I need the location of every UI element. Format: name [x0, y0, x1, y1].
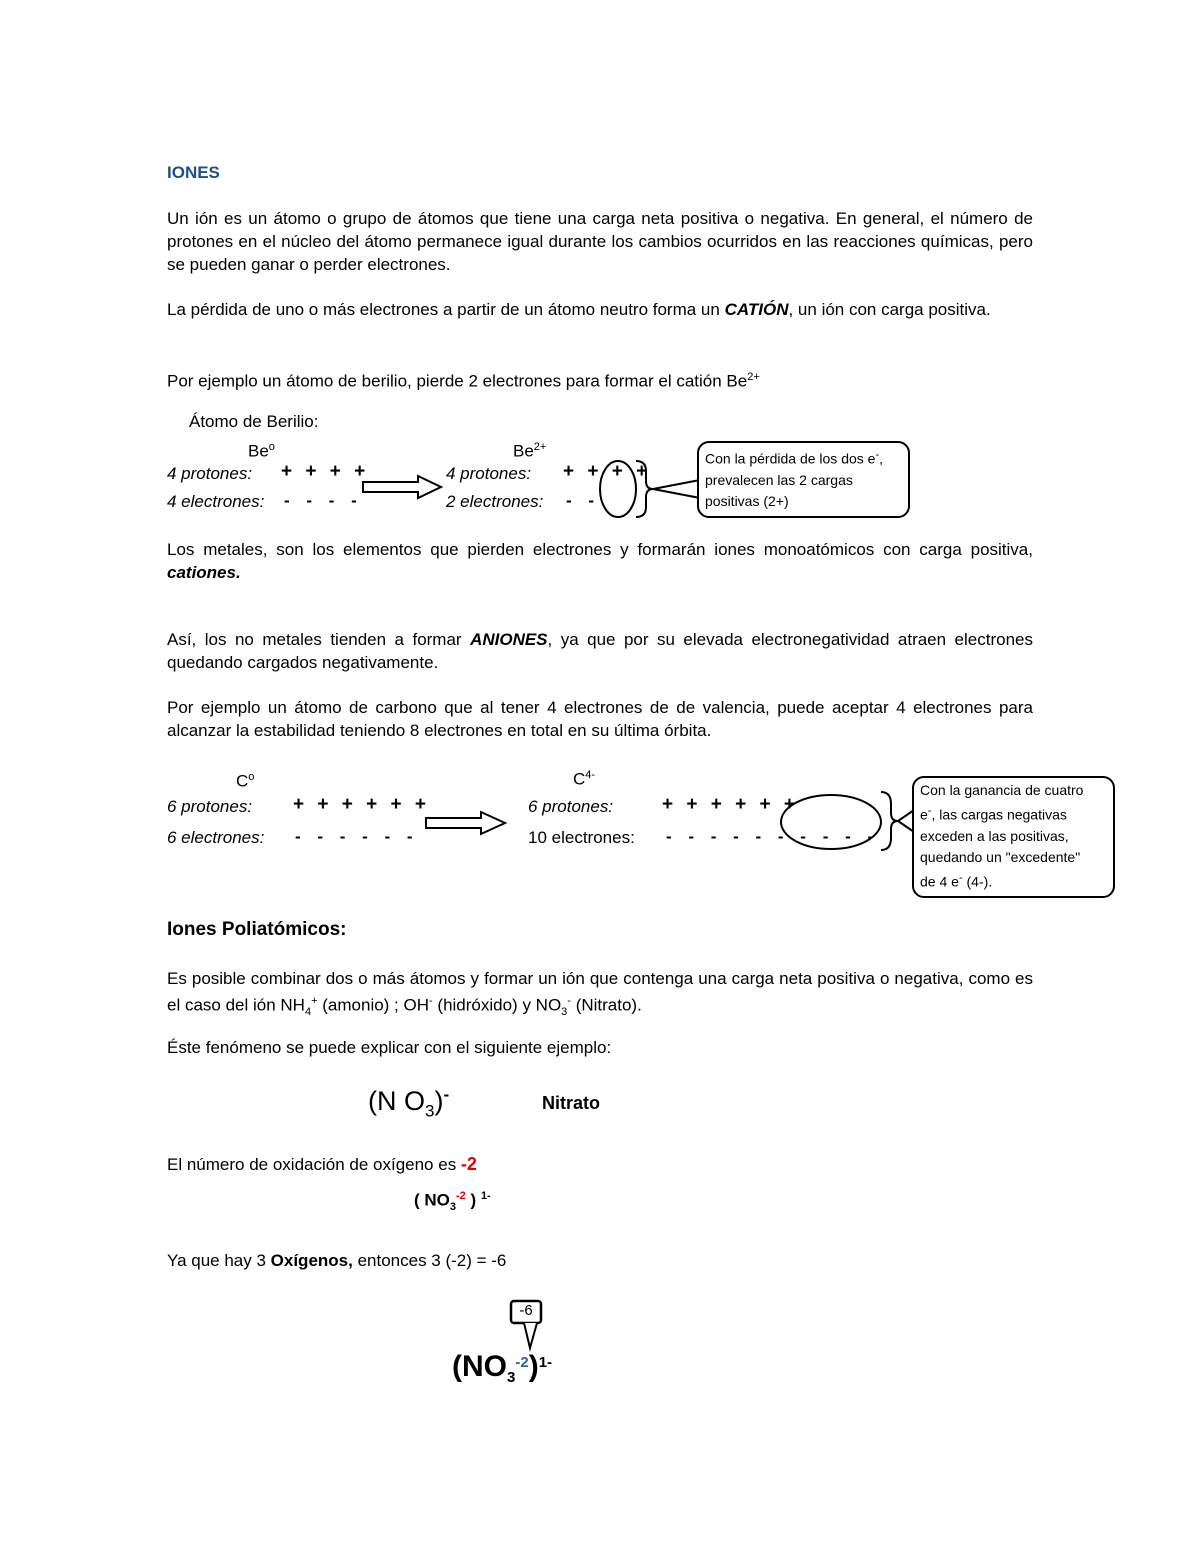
reaction-arrow-icon — [363, 476, 441, 498]
c-left-electrons: - - - - - - — [295, 827, 419, 846]
poliatomicos-paragraph: Es posible combinar dos o más átomos y formar un ión que contenga una carga neta positiva o negativa, como es el caso del ión $NH_4^+$ (amonio) ; OH- (hidróxido) y $NO_3^-$ (Nitrato). — [167, 969, 1033, 1019]
final-formula: $(NO_3^{-2})^{1-}$ — [452, 1350, 553, 1386]
berilio-callout: Con la pérdida de los dos e-, prevalecen las 2 cargas positivas (2+) — [697, 441, 910, 518]
c-right-electrons-label: 10 electrones: — [528, 828, 635, 847]
be-neutral-symbol: Be$^o$ — [248, 441, 275, 461]
aniones-paragraph: Así, los no metales tienden a formar ANIONES, ya que por su elevada electronegatividad atraen electrones quedando cargados negativamente. — [167, 630, 1033, 672]
page-title: IONES — [167, 163, 220, 182]
metales-paragraph: Los metales, son los elementos que pierden electrones y formarán iones monoatómicos con carga positiva, cationes. — [167, 540, 1033, 582]
cation-paragraph: La pérdida de uno o más electrones a partir de un átomo neutro forma un CATIÓN, un ión con carga positiva. — [167, 300, 991, 319]
brace-icon — [636, 461, 653, 517]
cation-term: CATIÓN — [724, 300, 789, 319]
berilio-label: Átomo de Berilio: — [189, 412, 319, 431]
aniones-term: ANIONES — [470, 630, 548, 649]
oxigenos-text: Ya que hay 3 Oxígenos, entonces 3 (-2) = -6 — [167, 1251, 507, 1270]
gained-electrons-ellipse — [781, 795, 881, 849]
be-left-protons: + + + + — [281, 461, 370, 482]
ejemplo-paragraph: Éste fenómeno se puede explicar con el siguiente ejemplo: — [167, 1038, 612, 1057]
section-heading-poliatomicos: Iones Poliatómicos: — [167, 919, 347, 940]
minus-six-value: -6 — [519, 1302, 533, 1319]
be-left-protons-label: 4 protones: — [167, 464, 253, 483]
carbono-paragraph: Por ejemplo un átomo de carbono que al tener 4 electrones de de valencia, puede aceptar 4 electrones para alcanzar la estabilidad teniendo 8 electrones en total en su última órbita. — [167, 698, 1033, 740]
be-cation-symbol: $Be^{2+}$ — [513, 441, 547, 461]
c-left-protons: + + + + + + — [293, 794, 430, 815]
callout-pointer — [524, 1323, 537, 1348]
oxidacion-formula: ( $NO_3^{-2}$ ) $^{1-}$ — [414, 1190, 491, 1214]
brace-icon — [881, 792, 898, 850]
carbono-callout: Con la ganancia de cuatro e-, las cargas negativas exceden a las positivas, quedando un "excedente" de 4 e- (4-). — [912, 776, 1115, 898]
nitrato-formula: (N $O_3)^-$ — [368, 1085, 450, 1121]
intro-paragraph: Un ión es un átomo o grupo de átomos que tiene una carga neta positiva o negativa. En general, el número de protones en el núcleo del átomo permanece igual durante los cambios ocurridos en las reacciones químicas, pero se pueden ganar o perder electrones. — [167, 209, 1033, 274]
reaction-arrow-icon — [426, 812, 505, 834]
be-right-protons-label: 4 protones: — [446, 464, 532, 483]
oxidacion-text: El número de oxidación de oxígeno es -2 — [167, 1154, 477, 1174]
c-neutral-symbol: $C^o$ — [236, 771, 255, 791]
be-left-electrons: - - - - — [284, 491, 363, 510]
final-callout-shapes — [0, 1290, 1200, 1370]
be-right-electrons-label: 2 electrones: — [446, 492, 544, 511]
c-right-protons-label: 6 protones: — [528, 797, 614, 816]
c-right-electrons: - - - - - - - - - - — [666, 827, 880, 846]
be-right-electrons: - - — [566, 491, 601, 510]
be-left-electrons-label: 4 electrones: — [167, 492, 265, 511]
cationes-term: cationes. — [167, 563, 241, 582]
c-anion-symbol: $C^{4-}$ — [573, 769, 596, 789]
nitrato-label: Nitrato — [542, 1093, 600, 1113]
c-left-protons-label: 6 protones: — [167, 797, 253, 816]
berilio-example-text: Por ejemplo un átomo de berilio, pierde 2 electrones para formar el catión $Be^{2+}$ — [167, 371, 760, 391]
be-right-protons: + + + + — [563, 461, 652, 482]
c-left-electrons-label: 6 electrones: — [167, 828, 265, 847]
c-right-protons: + + + + + + — [662, 794, 799, 815]
callout-pointer — [653, 480, 700, 498]
lost-electrons-ellipse — [600, 461, 636, 517]
berilio-diagram-shapes — [0, 0, 1200, 560]
